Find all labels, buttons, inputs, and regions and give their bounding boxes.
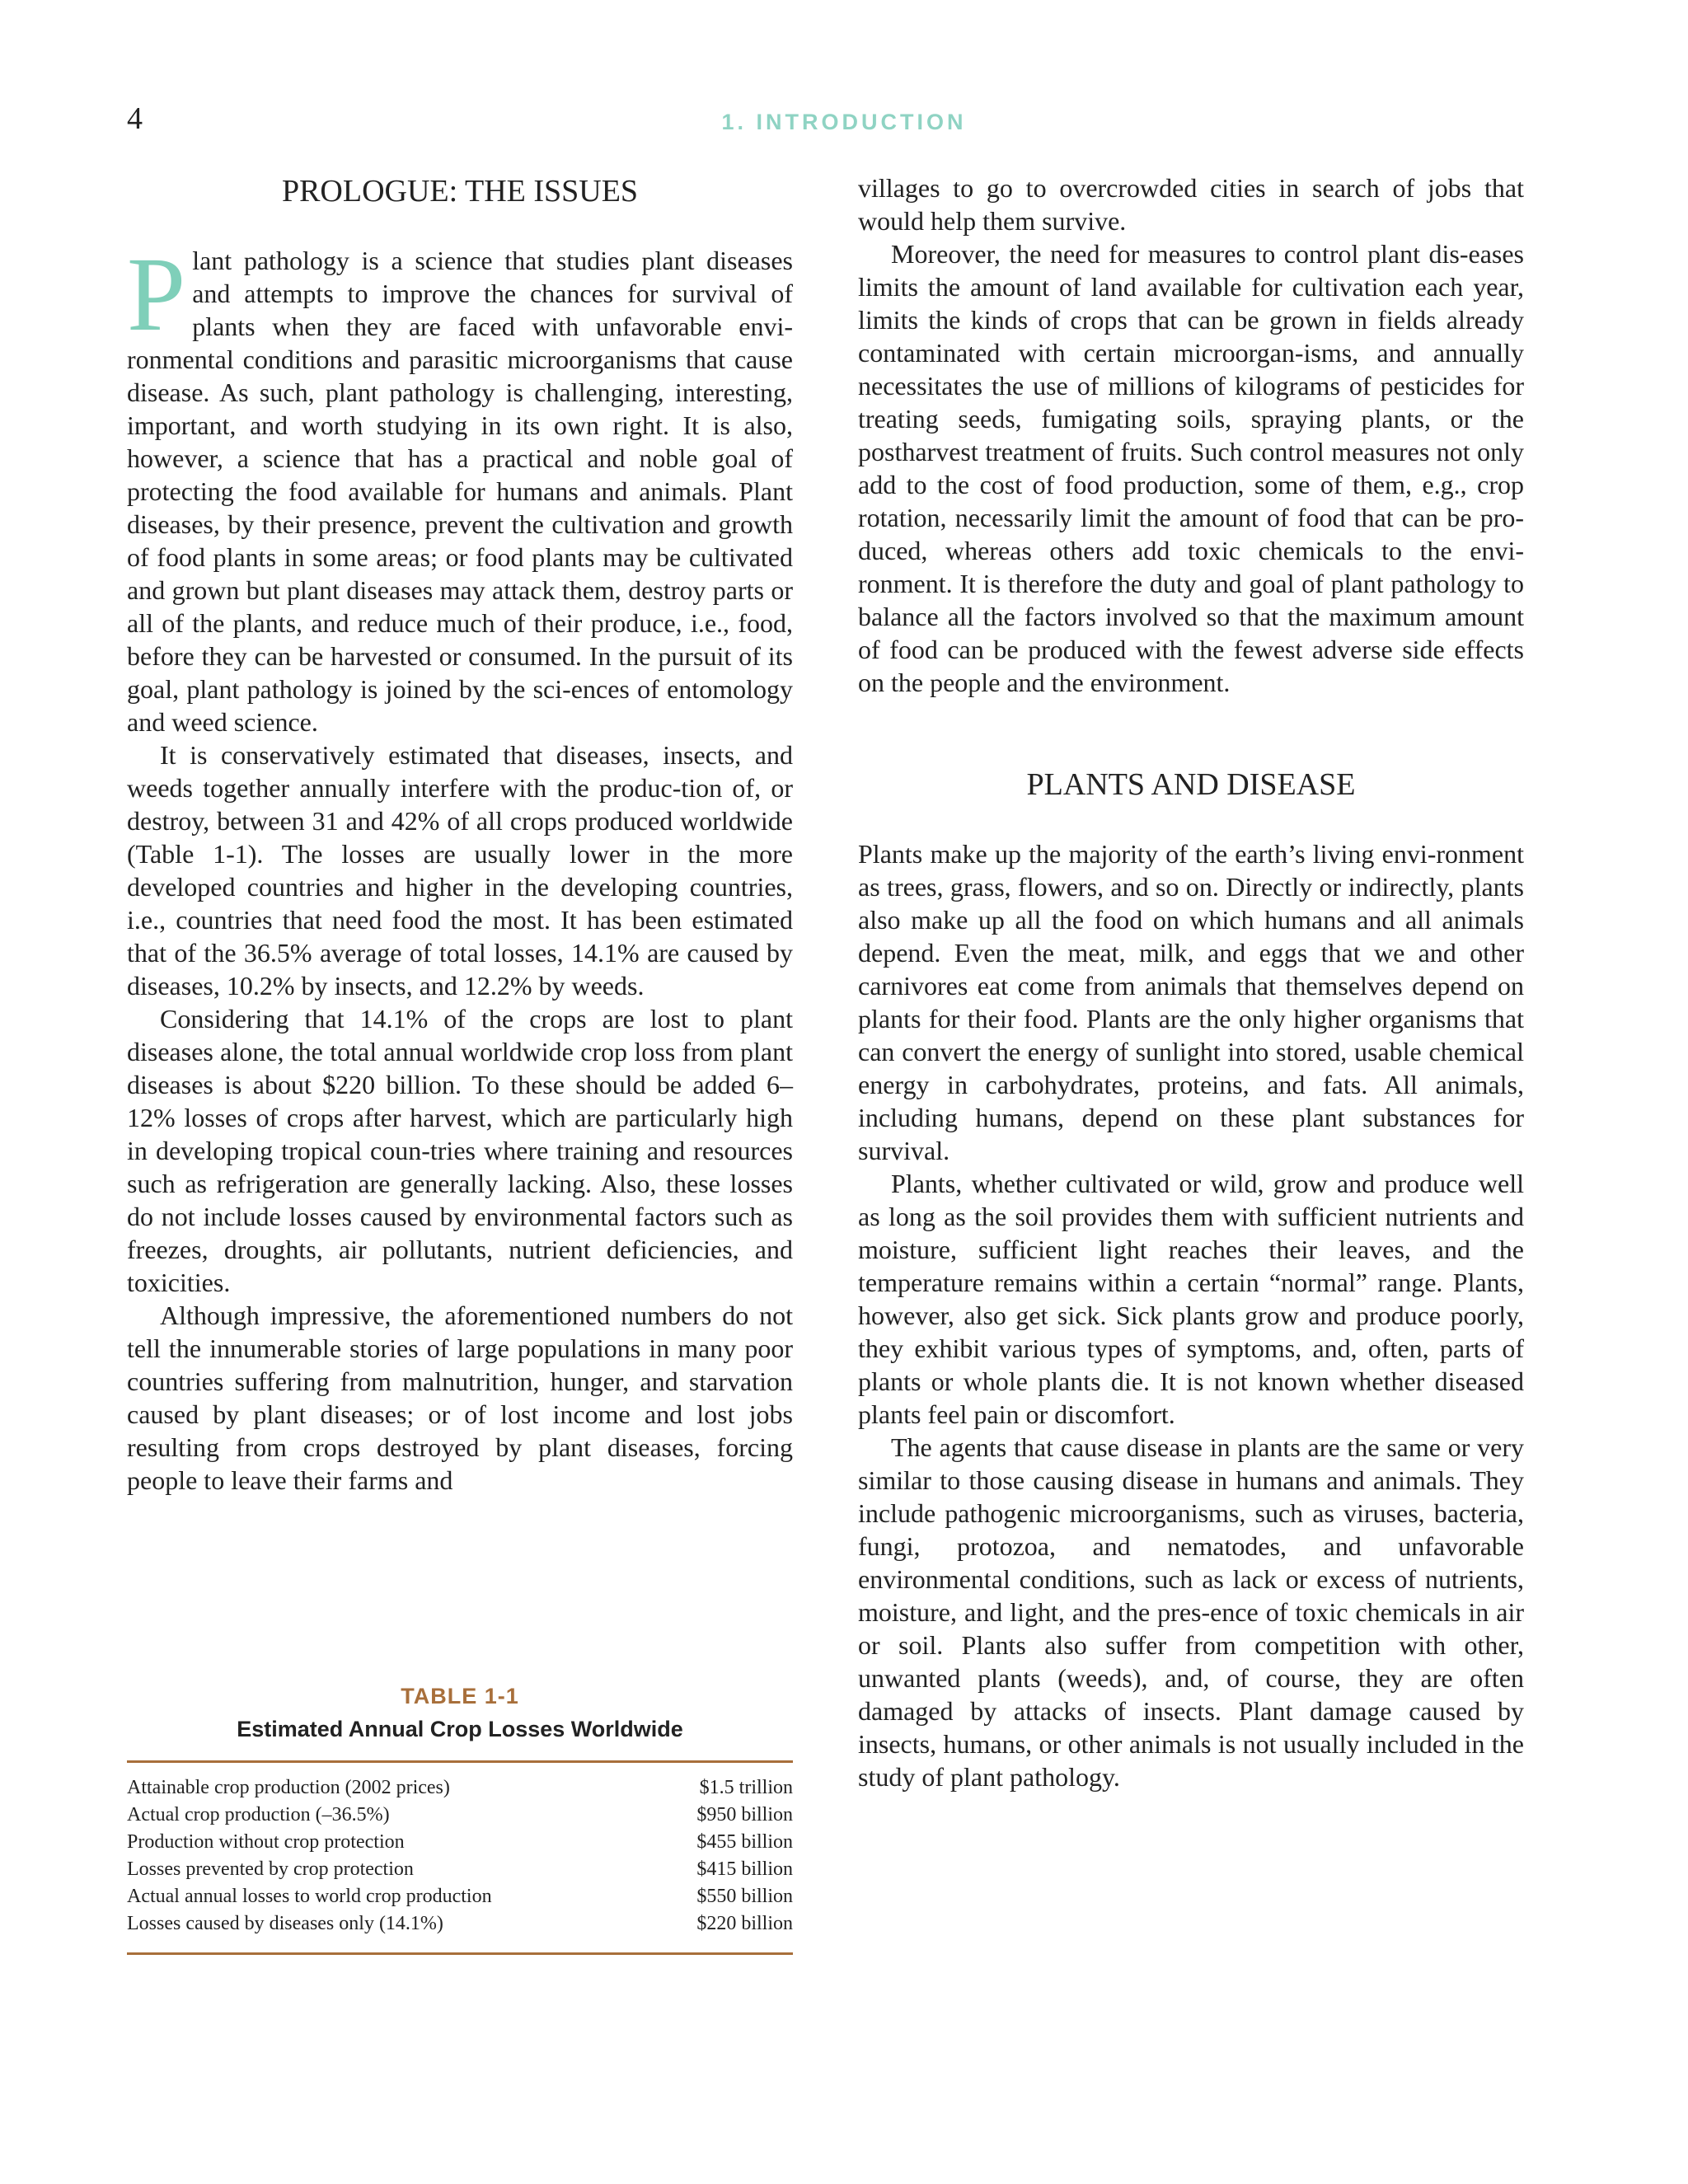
table-row (127, 1856, 793, 1883)
losses-table (127, 1774, 793, 1938)
left-column (127, 171, 793, 1497)
table-cell-item: Production without crop protection (127, 1831, 405, 1853)
table-row (127, 1802, 793, 1829)
table-cell-item: Actual annual losses to world crop production (127, 1886, 492, 1907)
paragraph-intro-text: lant pathology is a science that studies plant diseases and attempts to improve the chances for survival of plants when they are faced with unfavorable envi-ronmental conditions and parasitic microorganisms that cause disease. As such, plant pathology is challenging, interesting, important, and worth studying in its own right. It is also, however, a science that has a practical and noble goal of protecting the food available for humans and animals. Plant diseases, by their presence, prevent the cultivation and growth of food plants in some areas; or food plants may be cultivated and grown but plant diseases may attack them, destroy parts or all of the plants, and reduce much of their produce, i.e., food, before they can be harvested or consumed. In the pursuit of its goal, plant pathology is joined by the sci-ences of entomology and weed science. (127, 246, 793, 737)
running-head: 1. INTRODUCTION (721, 110, 967, 134)
drop-cap: P (127, 236, 186, 353)
table-row (127, 1910, 793, 1938)
table-row (127, 1829, 793, 1856)
section-heading-plants-disease: PLANTS AND DISEASE (1026, 767, 1356, 802)
paragraph-losses-estimate: It is conservatively estimated that diseases, insects, and weeds together annually interfere with the produc-tion of, or destroy, between 31 and 42% of all crops produced worldwide (Table 1-1). The losses are usually lower in the more developed countries and higher in the developing countries, i.e., countries that need food the most. It has been estimated that of the 36.5% average of total losses, 14.1% are caused by diseases, 10.2% by insects, and 12.2% by weeds. (127, 740, 793, 1001)
paragraph-disease-agents: The agents that cause disease in plants are the same or very similar to those causing disease in humans and animals. They include pathogenic microorganisms, such as viruses, bacteria, fungi, protozoa, and nematodes, and unfavorable environmental conditions, such as lack or excess of nutrients, moisture, and light, and the pres-ence of toxic chemicals in air or soil. Plants also suffer from competition with other, unwanted plants (weeds), and, of course, they are often damaged by attacks of insects. Plant damage caused by insects, humans, or other animals is not usually included in the study of plant pathology. (858, 1432, 1524, 1792)
table-cell-item: Losses prevented by crop protection (127, 1858, 414, 1880)
table-cell-value: $1.5 trillion (699, 1777, 793, 1798)
table-row (127, 1774, 793, 1802)
paragraph-continued: villages to go to overcrowded cities in search of jobs that would help them survive. (858, 173, 1524, 236)
table-crop-losses (127, 1680, 793, 1955)
table-top-rule (127, 1760, 793, 1763)
table-cell-value: $415 billion (696, 1858, 793, 1880)
table-label: TABLE 1-1 (401, 1684, 519, 1708)
table-bottom-rule (127, 1952, 793, 1955)
table-cell-value: $950 billion (696, 1804, 793, 1825)
paragraph-intro (127, 236, 793, 738)
section-heading-prologue: PROLOGUE: THE ISSUES (281, 174, 639, 209)
table-title: Estimated Annual Crop Losses Worldwide (237, 1717, 683, 1741)
table-cell-value: $220 billion (696, 1913, 793, 1934)
table-cell-item: Attainable crop production (2002 prices) (127, 1777, 450, 1798)
right-column (858, 171, 1524, 1793)
table-cell-item: Actual crop production (–36.5%) (127, 1804, 390, 1825)
table-cell-value: $550 billion (696, 1886, 793, 1907)
paragraph-human-impact: Although impressive, the aforementioned numbers do not tell the innumerable stories of large populations in many poor countries suffering from malnutrition, hunger, and starvation caused by plant diseases; or of lost income and lost jobs resulting from crops destroyed by plant diseases, forcing people to leave their farms and (127, 1301, 793, 1495)
table-cell-item: Losses caused by diseases only (14.1%) (127, 1913, 443, 1934)
table-row (127, 1883, 793, 1910)
paragraph-plants-sick: Plants, whether cultivated or wild, grow and produce well as long as the soil provides them with sufficient nutrients and moisture, sufficient light reaches their leaves, and the temperature remains within a certain “normal” range. Plants, however, also get sick. Sick plants grow and produce poorly, they exhibit various types of symptoms, and, often, parts of plants or whole plants die. It is not known whether diseased plants feel pain or discomfort. (858, 1169, 1524, 1429)
paragraph-plants-environment: Plants make up the majority of the earth’s living envi-ronment as trees, grass, flowers, and so on. Directly or indirectly, plants also make up all the food on which humans and all animals depend. Even the meat, milk, and eggs that we and other carnivores eat come from animals that themselves depend on plants for their food. Plants are the only higher organisms that can convert the energy of sunlight into stored, usable chemical energy in carbohydrates, proteins, and fats. All animals, including humans, depend on these plant substances for survival. (858, 839, 1524, 1165)
page-number: 4 (127, 101, 143, 136)
paragraph-control-measures: Moreover, the need for measures to control plant dis-eases limits the amount of land available for cultivation each year, limits the kinds of crops that can be grown in fields already contaminated with certain microorgan-isms, and annually necessitates the use of millions of kilograms of pesticides for treating seeds, fumigating soils, spraying plants, or the postharvest treatment of fruits. Such control measures not only add to the cost of food production, some of them, e.g., crop rotation, necessarily limit the amount of food that can be pro-duced, whereas others add toxic chemicals to the envi-ronment. It is therefore the duty and goal of plant pathology to balance all the factors involved so that the maximum amount of food can be produced with the fewest adverse side effects on the people and the environment. (858, 239, 1524, 697)
paragraph-loss-value: Considering that 14.1% of the crops are lost to plant diseases alone, the total annual worldwide crop loss from plant diseases is about $220 billion. To these should be added 6–12% losses of crops after harvest, which are particularly high in developing tropical coun-tries where training and resources such as refrigeration are generally lacking. Also, these losses do not include losses caused by environmental factors such as freezes, droughts, air pollutants, nutrient deficiencies, and toxicities. (127, 1004, 793, 1297)
table-cell-value: $455 billion (696, 1831, 793, 1853)
